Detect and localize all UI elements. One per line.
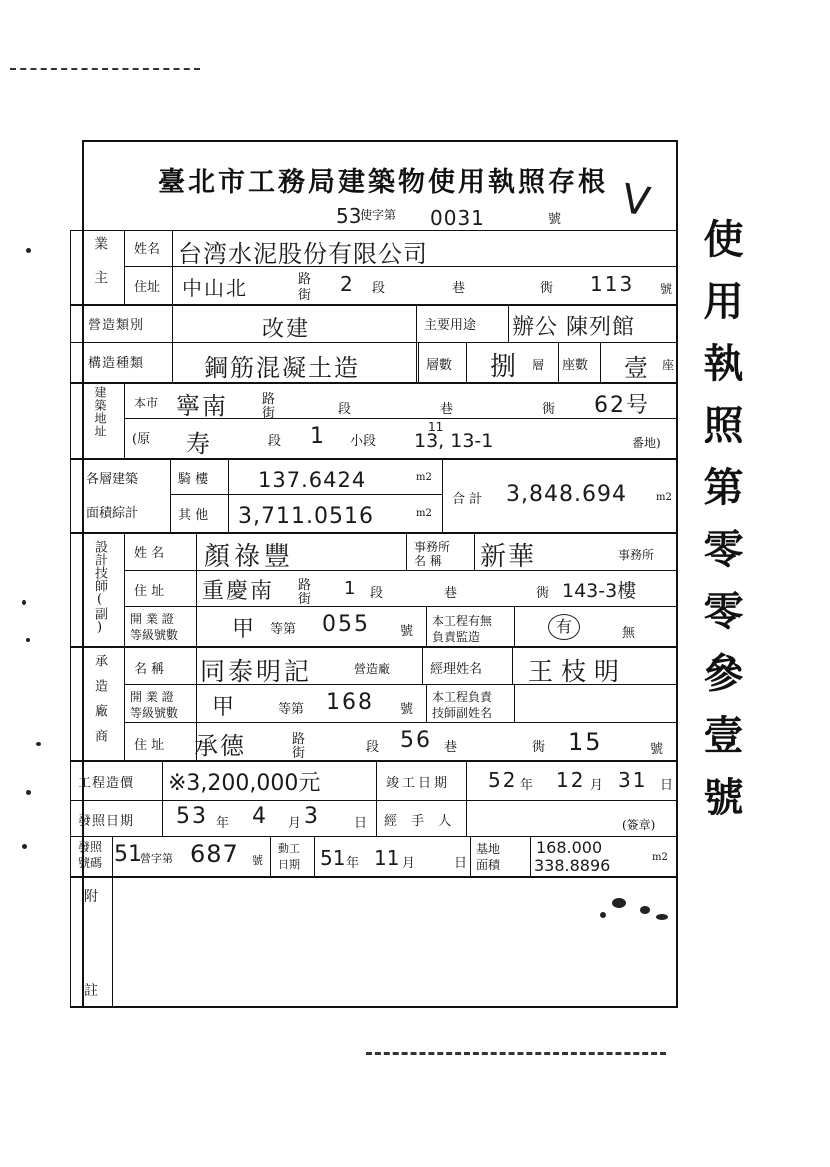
- total-area-label: 合 計: [452, 492, 483, 507]
- completion-year-label: 年: [520, 778, 534, 793]
- total-area-value: 3,848.694: [506, 482, 627, 507]
- contractor-name-label: 名 稱: [134, 662, 165, 677]
- check-mark: V: [618, 175, 656, 227]
- issue-month: 4: [252, 804, 268, 829]
- site-city-label: 本市: [134, 396, 159, 410]
- main-use-label: 主要用途: [424, 318, 477, 333]
- issue-date-label: 發照日期: [78, 814, 135, 829]
- owner-name-value: 台湾水泥股份有限公司: [178, 240, 428, 268]
- designer-address-label: 住 址: [134, 584, 165, 599]
- original-permit-label-1: 發照: [78, 840, 103, 854]
- designer-name-value: 顏祿豐: [204, 542, 295, 572]
- handler-label: 經 手 人: [384, 814, 457, 829]
- site-area-value-2: 338.8896: [534, 856, 611, 875]
- owner-number-label: 號: [660, 282, 673, 296]
- floors-label: 層數: [426, 358, 453, 373]
- site-area-label-2: 面積: [476, 858, 501, 872]
- contractor-name-suffix: 營造廠: [354, 662, 391, 676]
- start-year-label: 年: [346, 856, 360, 871]
- site-street-label: 街: [262, 406, 276, 421]
- designer-license-grade: 甲: [232, 617, 257, 642]
- office-label-1: 事務所: [414, 540, 451, 554]
- owner-group-label: 業主: [92, 236, 108, 304]
- tech-label-2: 技師副姓名: [432, 706, 493, 720]
- area-total-label-2: 面積綜計: [86, 506, 139, 521]
- tech-label-1: 本工程負責: [432, 690, 493, 704]
- contractor-lane-value: 56: [400, 728, 432, 753]
- designer-number-label: 號: [400, 624, 414, 639]
- designer-alley-label: 衖: [536, 586, 550, 601]
- owner-road-label: 路: [298, 272, 312, 287]
- arcade-label: 騎 樓: [178, 472, 209, 487]
- site-lot-numbers: 13, 13-1: [414, 430, 494, 452]
- cost-label: 工程造價: [78, 776, 135, 791]
- designer-license-label-2: 等級號數: [130, 628, 179, 642]
- permit-char: 使字第: [360, 208, 397, 222]
- issue-year: 53: [176, 804, 208, 829]
- owner-number-value: 113: [590, 272, 635, 296]
- floors-unit: 層: [532, 358, 545, 372]
- supervision-label-2: 負責監造: [432, 630, 481, 644]
- designer-grade-label: 等第: [270, 622, 297, 637]
- building-type-label: 營造類別: [88, 318, 145, 333]
- form-title: 臺北市工務局建築物使用執照存根: [158, 167, 608, 198]
- units-unit: 座: [662, 358, 675, 372]
- office-suffix: 事務所: [618, 548, 655, 562]
- building-type-value: 改建: [262, 317, 311, 342]
- original-permit-number: 687: [190, 840, 239, 868]
- owner-name-label: 姓名: [134, 242, 161, 257]
- designer-section-value: 1: [344, 578, 358, 599]
- original-permit-suffix: 號: [252, 854, 263, 867]
- contractor-lane-label: 巷: [444, 740, 458, 755]
- contractor-address-label: 住 址: [134, 738, 165, 753]
- issue-year-label: 年: [216, 816, 230, 831]
- structure-value: 鋼筋混凝土造: [204, 354, 360, 382]
- contractor-number-label: 號: [400, 702, 414, 717]
- office-label-2: 名 稱: [414, 554, 442, 568]
- contractor-grade-label: 等第: [278, 702, 305, 717]
- manager-value: 王枝明: [528, 657, 628, 686]
- site-subsection-label: 小段: [350, 434, 377, 449]
- start-date-label-1: 動工: [278, 842, 300, 855]
- completion-day-label: 日: [660, 778, 674, 793]
- arcade-value: 137.6424: [258, 468, 367, 492]
- site-area-label-1: 基地: [476, 842, 501, 856]
- supervision-no: 無: [622, 626, 636, 641]
- supervision-label-1: 本工程有無: [432, 614, 493, 628]
- office-name-value: 新華: [480, 542, 537, 572]
- site-road-value: 寧南: [176, 392, 228, 420]
- designer-road-value: 重慶南: [202, 579, 275, 604]
- designer-group-label: 設計技師(副): [92, 540, 107, 635]
- contractor-street-label: 街: [292, 746, 306, 761]
- owner-alley-label: 衖: [540, 281, 554, 296]
- issue-month-label: 月: [288, 816, 302, 831]
- site-original-label: (原: [132, 432, 151, 447]
- owner-section-label: 段: [372, 281, 386, 296]
- cost-value: ※3,200,000元: [168, 771, 321, 796]
- owner-street-label: 街: [298, 288, 312, 303]
- contractor-road-value: 承德: [194, 732, 246, 760]
- designer-street-label: 街: [298, 592, 312, 607]
- designer-number-value: 143-3樓: [562, 580, 637, 602]
- site-area-unit: m2: [652, 852, 668, 863]
- site-lot-numbers-top: 11: [428, 420, 444, 434]
- right-edge-stamp: 使用執照第零零參壹號: [697, 218, 744, 838]
- start-date-label-2: 日期: [278, 858, 300, 871]
- designer-road-label: 路: [298, 578, 312, 593]
- site-number-value: 62号: [594, 393, 650, 418]
- site-section-label: 段: [338, 402, 352, 417]
- manager-label: 經理姓名: [430, 662, 483, 677]
- owner-section-value: 2: [340, 272, 355, 296]
- completion-month-label: 月: [590, 778, 604, 793]
- contractor-group-label: 承造廠商: [92, 654, 107, 754]
- original-permit-year: 51: [114, 842, 142, 867]
- site-area-value-1: 168.000: [536, 838, 603, 857]
- designer-section-label: 段: [370, 586, 384, 601]
- designer-license-number: 055: [322, 612, 370, 637]
- owner-address-label: 住址: [134, 280, 161, 295]
- contractor-name-value: 同泰明記: [200, 657, 313, 686]
- site-original-district: 寿: [186, 430, 212, 458]
- site-original-section-label: 段: [268, 434, 282, 449]
- completion-year: 52: [488, 768, 518, 792]
- other-area-label: 其 他: [178, 508, 209, 523]
- units-label: 座數: [562, 358, 589, 373]
- contractor-alley-label: 衖: [532, 740, 546, 755]
- owner-road-value: 中山北: [182, 276, 248, 300]
- issue-day: 3: [304, 804, 320, 829]
- issue-day-label: 日: [354, 816, 368, 831]
- start-year: 51: [320, 846, 346, 870]
- contractor-license-label-2: 等級號數: [130, 706, 179, 720]
- completion-label: 竣工日期: [386, 776, 451, 791]
- total-area-unit: m2: [656, 492, 672, 503]
- contractor-number-value: 15: [568, 728, 603, 756]
- contractor-number-label: 號: [650, 742, 664, 757]
- contractor-license-label-1: 開 業 證: [130, 690, 174, 704]
- original-permit-label-2: 號碼: [78, 856, 103, 870]
- start-month-label: 月: [402, 856, 416, 871]
- permit-number: 0031: [430, 206, 485, 230]
- permit-suffix: 號: [548, 212, 562, 227]
- structure-label: 構造種類: [88, 356, 145, 371]
- start-month: 11: [374, 846, 400, 870]
- units-value: 壹: [624, 354, 650, 382]
- designer-license-label-1: 開 業 證: [130, 612, 174, 626]
- contractor-section-label: 段: [366, 740, 380, 755]
- contractor-license-number: 168: [326, 690, 374, 715]
- area-total-label-1: 各層建築: [86, 472, 139, 487]
- remarks-label-top: 附: [84, 889, 98, 905]
- seal-label: (簽章): [622, 818, 656, 832]
- supervision-yes: 有: [548, 614, 580, 640]
- site-road-label: 路: [262, 392, 276, 407]
- other-area-unit: m2: [416, 508, 432, 519]
- site-lane-label: 巷: [440, 402, 454, 417]
- start-day-label: 日: [454, 856, 468, 871]
- site-group-label: 建築地址: [93, 386, 107, 438]
- arcade-unit: m2: [416, 472, 432, 483]
- site-alley-label: 衖: [542, 402, 556, 417]
- original-permit-char: 營字第: [140, 852, 173, 865]
- main-use-value: 辦公 陳列館: [512, 315, 635, 340]
- contractor-road-label: 路: [292, 732, 306, 747]
- completion-day: 31: [618, 768, 648, 792]
- designer-name-label: 姓 名: [134, 546, 165, 561]
- site-lot-label: 番地): [632, 436, 661, 450]
- contractor-license-grade: 甲: [212, 695, 237, 720]
- remarks-label-bottom: 註: [84, 983, 98, 999]
- permit-year: 53: [336, 204, 362, 228]
- completion-month: 12: [556, 768, 586, 792]
- site-original-section: 1: [310, 424, 326, 449]
- other-area-value: 3,711.0516: [238, 504, 374, 529]
- owner-lane-label: 巷: [452, 281, 466, 296]
- floors-value: 捌: [490, 352, 519, 382]
- designer-lane-label: 巷: [444, 586, 458, 601]
